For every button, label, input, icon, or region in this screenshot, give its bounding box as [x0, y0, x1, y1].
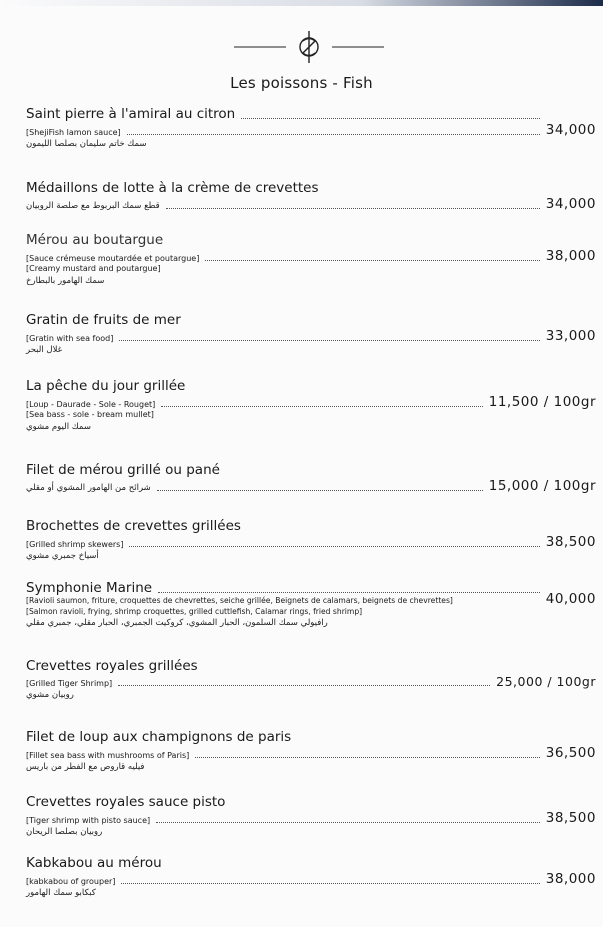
dish-name: Médaillons de lotte à la crème de crevettes — [26, 180, 319, 196]
dish-name: Symphonie Marine — [26, 580, 153, 596]
menu-item — [26, 460, 596, 494]
dish-description: [Creamy mustard and poutargue] — [26, 264, 161, 273]
leader-dots — [166, 208, 540, 209]
dish-arabic-name: سمك اليوم مشوي — [26, 421, 91, 432]
leader-dots — [121, 883, 539, 884]
menu-item — [26, 376, 596, 433]
menu-item — [26, 656, 596, 701]
dish-description: [Sauce crémeuse moutardée et poutargue] — [26, 253, 200, 263]
leader-dots — [156, 822, 540, 823]
dish-name: Gratin de fruits de mer — [26, 312, 181, 328]
dish-price: 38,000 — [545, 248, 596, 264]
menu-item — [26, 727, 596, 773]
dish-arabic-name: روبيان بصلصا الريحان — [26, 827, 103, 837]
dish-name: Crevettes royales grillées — [26, 658, 198, 674]
dish-price: 40,000 — [545, 590, 596, 607]
dish-arabic-name: رافيولي سمك السلمون، الحبار المشوي، كروكيت الجمبري، الحبار مقلي، جمبري مقلي — [26, 618, 328, 628]
menu-item — [26, 516, 596, 562]
dish-description: [Grilled shrimp skewers] — [26, 539, 124, 549]
dish-description: [Sea bass - sole - bream mullet] — [26, 410, 154, 419]
dish-name: Brochettes de crevettes grillées — [26, 518, 241, 534]
dish-arabic-name: كبكابو سمك الهامور — [26, 888, 96, 898]
dish-name: Crevettes royales sauce pisto — [26, 794, 226, 810]
dish-arabic-name: غلال البحر — [26, 345, 63, 355]
dish-price: 11,500 / 100gr — [488, 394, 596, 410]
leader-dots — [119, 340, 539, 341]
leader-dots — [157, 490, 483, 491]
dish-arabic-name: فيليه قاروص مع الفطر من باريس — [26, 762, 145, 772]
dish-name: Filet de loup aux champignons de paris — [26, 729, 292, 745]
dish-price: 38,000 — [545, 871, 596, 887]
dish-arabic-name: روبيان مشوي — [26, 690, 74, 700]
dish-price: 38,500 — [545, 534, 596, 550]
dish-description: [kabkabou of grouper] — [26, 876, 116, 886]
dish-arabic-name: سمك خاتم سليمان بصلصا الليمون — [26, 139, 147, 149]
dish-description: [Tiger shrimp with pisto sauce] — [26, 815, 151, 825]
leader-dots — [241, 118, 540, 119]
dish-name: Mérou au boutargue — [26, 232, 164, 248]
dish-description: [Ravioli saumon, friture, croquettes de chevrettes, seiche grillée, Beignets de calamars, beignets de chevrettes] — [26, 596, 453, 605]
leader-dots — [127, 134, 540, 135]
leader-dots — [205, 260, 539, 261]
section-title: Les poissons - Fish — [230, 74, 373, 92]
menu-emblem-icon — [234, 26, 384, 66]
dish-price: 36,500 — [545, 745, 596, 761]
menu-item — [26, 792, 596, 838]
dish-arabic-name: شرائح من الهامور المشوي أو مقلي — [26, 483, 151, 493]
dish-description: [Fillet sea bass with mushrooms of Paris] — [26, 750, 190, 760]
dish-price: 15,000 / 100gr — [488, 478, 596, 494]
leader-dots — [195, 757, 540, 758]
menu-item — [26, 230, 596, 287]
dish-arabic-name: أسياخ جمبري مشوي — [26, 551, 99, 561]
leader-dots — [129, 546, 539, 547]
dish-name: Kabkabou au mérou — [26, 855, 162, 871]
dish-price: 33,000 — [545, 328, 596, 344]
menu-item — [26, 104, 596, 150]
top-edge-band — [0, 0, 603, 6]
leader-dots — [118, 685, 490, 686]
dish-arabic-name: قطع سمك البربوط مع صلصة الروبيان — [26, 201, 160, 211]
menu-item — [26, 310, 596, 356]
dish-price: 34,000 — [545, 122, 596, 138]
menu-item — [26, 853, 596, 899]
dish-description: [Grilled Tiger Shrimp] — [26, 678, 113, 688]
dish-description: [Loup - Daurade - Sole - Rouget] — [26, 399, 156, 409]
dish-price: 34,000 — [545, 196, 596, 212]
dish-name: Filet de mérou grillé ou pané — [26, 462, 220, 478]
dish-description: [ShejiFish lamon sauce] — [26, 127, 121, 137]
dish-price: 25,000 / 100gr — [496, 674, 596, 689]
leader-dots — [161, 406, 482, 407]
dish-arabic-name: سمك الهامور بالبطارخ — [26, 275, 105, 286]
dish-name: Saint pierre à l'amiral au citron — [26, 106, 236, 122]
leader-dots — [158, 592, 540, 593]
menu-item — [26, 178, 596, 212]
dish-description: [Salmon ravioli, frying, shrimp croquettes, grilled cuttlefish, Calamar rings, fried shrimp] — [26, 606, 363, 616]
dish-price: 38,500 — [545, 810, 596, 826]
dish-description: [Gratin with sea food] — [26, 333, 114, 343]
dish-name: La pêche du jour grillée — [26, 378, 186, 394]
menu-item — [26, 578, 596, 629]
